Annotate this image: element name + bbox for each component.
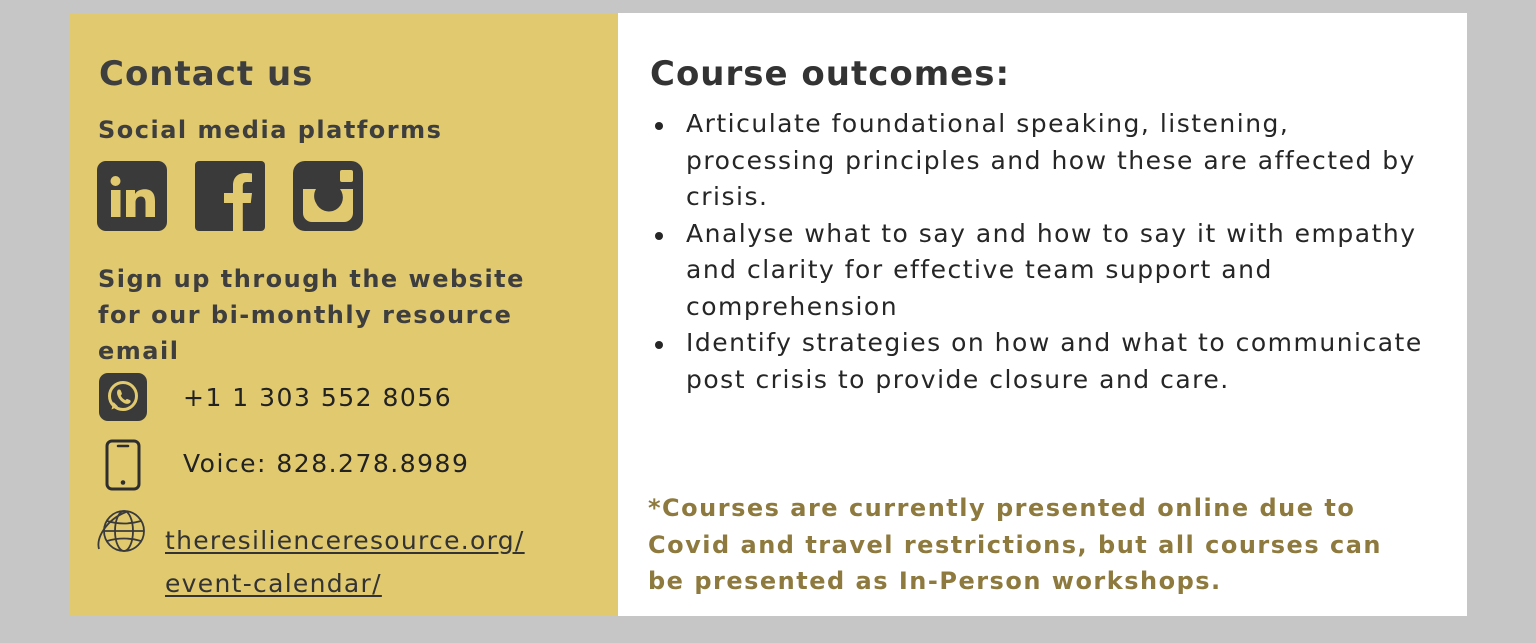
signup-text: Sign up through the website for our bi-monthly resource email [98, 265, 525, 365]
outcome-item: Identify strategies on how and what to communicate post crisis to provide closure and care. [648, 325, 1428, 398]
outcomes-list [648, 106, 1428, 398]
contact-title: Contact us [99, 54, 314, 94]
website-link-line1[interactable]: theresilienceresource.org/ [165, 526, 525, 555]
contact-panel [69, 13, 618, 616]
phone-row [97, 439, 149, 491]
instagram-icon[interactable] [293, 161, 363, 231]
outcome-item: Analyse what to say and how to say it with empathy and clarity for effective team support and comprehension [648, 216, 1428, 326]
facebook-icon[interactable] [195, 161, 265, 231]
whatsapp-icon [97, 371, 149, 423]
outcomes-panel [618, 13, 1467, 616]
whatsapp-row [97, 371, 149, 423]
mobile-phone-icon [97, 439, 149, 491]
voice-number: Voice: 828.278.8989 [183, 449, 470, 478]
info-card [69, 13, 1467, 616]
outcomes-title: Course outcomes: [650, 54, 1011, 94]
website-link-line2[interactable]: event-calendar/ [165, 569, 382, 598]
linkedin-icon[interactable] [97, 161, 167, 231]
social-heading: Social media platforms [98, 116, 443, 144]
outcome-item: Articulate foundational speaking, listening, processing principles and how these are affected by crisis. [648, 106, 1428, 216]
website-link[interactable] [165, 519, 525, 605]
whatsapp-number: +1 1 303 552 8056 [183, 383, 453, 412]
course-delivery-note: *Courses are currently presented online due to Covid and travel restrictions, but all courses can be presented as In-Person workshops. [648, 494, 1382, 595]
social-icons [97, 161, 363, 231]
globe-icon [94, 504, 150, 560]
